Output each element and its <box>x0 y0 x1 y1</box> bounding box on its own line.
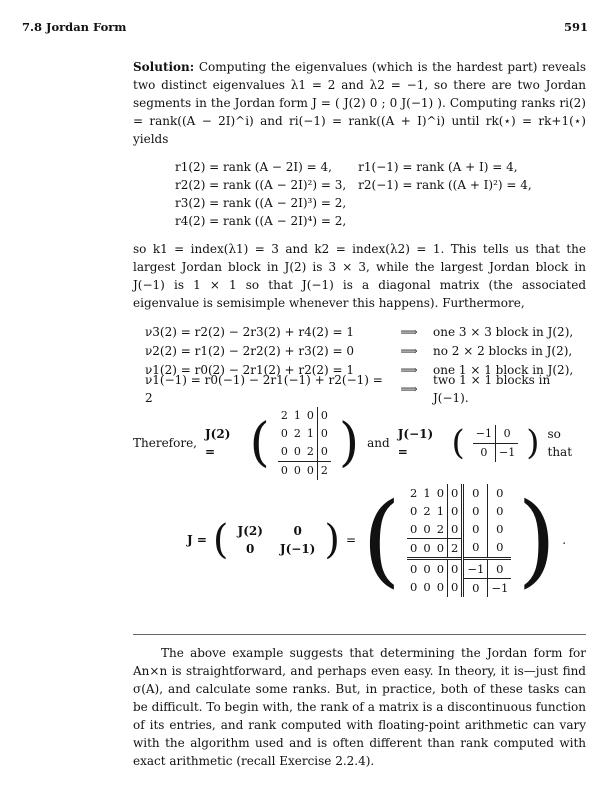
matrix-cell: −1 <box>488 578 511 597</box>
matrix-cell: 0 <box>448 502 463 520</box>
matrix-cell: 1 <box>293 408 301 422</box>
matrix-cell: 0 <box>434 558 448 578</box>
matrix-cell: 0 <box>293 444 301 458</box>
matrix-cell: 0 <box>280 444 288 458</box>
matrix-cell: 0 <box>278 461 291 480</box>
nu-rhs: one 1 × 1 block in J(2), <box>433 362 574 377</box>
matrix-cell: 0 <box>423 521 431 536</box>
solution-paragraph <box>133 58 586 148</box>
paren-left-icon: ( <box>212 517 229 563</box>
nu-lhs: ν3(2) = r2(2) − 2r3(2) + r4(2) = 1 <box>145 324 355 339</box>
matrix-cell: 0 <box>304 461 318 480</box>
nu-lhs: ν1(−1) = r0(−1) − 2r1(−1) + r2(−1) = 2 <box>145 372 383 405</box>
rank-right <box>352 194 538 212</box>
matrix-cell: 0 <box>463 502 488 520</box>
paren-right-icon: ) <box>338 413 360 473</box>
page-number: 591 <box>563 20 588 34</box>
j2-label: J(2) = <box>205 427 231 459</box>
matrix-cell: 0 <box>463 484 488 502</box>
matrix-cell: 0 <box>434 538 448 558</box>
index-paragraph: so k1 = index(λ1) = 3 and k2 = index(λ2) = 1. This tells us that the largest Jordan block in J(2) is 3 × 3, while the largest Jordan block in J(−1) is 1 × 1 so that J(−1) is a diagonal matrix (the associated eigenvalue is semisimple whenever this happens). Furthermore, <box>133 242 586 310</box>
matrix-cell: 0 <box>291 461 304 480</box>
matrix-cell: 1 <box>423 485 431 500</box>
so-that-text: so that <box>547 427 573 459</box>
matrix-cell: 0 <box>317 425 331 443</box>
matrix-cell: −1 <box>475 426 493 440</box>
matrix-cell: 2 <box>423 503 431 518</box>
nu-lhs: ν2(2) = r1(2) − 2r2(2) + r3(2) = 0 <box>145 343 355 358</box>
paren-right-icon: ) <box>324 517 340 563</box>
rank-right: r2(−1) = rank ((A + I)²) = 4, <box>358 178 532 192</box>
matrix-cell: 0 <box>488 558 511 578</box>
matrix-cell: 0 <box>317 407 331 425</box>
matrix-cell: 0 <box>410 503 418 518</box>
matrix-cell: 0 <box>410 521 418 536</box>
matrix-cell: 0 <box>463 538 488 558</box>
section-title: 7.8 Jordan Form <box>22 20 127 34</box>
matrix-cell: 0 <box>488 502 511 520</box>
matrix-cell: 0 <box>463 520 488 539</box>
bottom-section <box>133 644 586 770</box>
paren-right-icon: ) <box>526 423 540 463</box>
matrix-cell: 0 <box>420 538 433 558</box>
matrix-cell: 0 <box>463 578 488 597</box>
rank-row <box>169 158 538 176</box>
matrix-cell: 1 <box>436 503 445 518</box>
matrix-cell: 0 <box>420 558 433 578</box>
matrix-cell: 0 <box>306 408 314 422</box>
rank-equations <box>169 158 586 230</box>
nu-row <box>145 341 586 360</box>
matrix-cell: 0 <box>407 538 420 558</box>
and-text: and <box>367 436 390 450</box>
nu-rhs: two 1 × 1 blocks in J(−1). <box>433 372 551 405</box>
nu-rhs: no 2 × 2 blocks in J(2), <box>433 343 573 358</box>
matrix-cell: 2 <box>317 461 331 480</box>
implies-icon: ⟹ <box>400 343 418 358</box>
implies-icon: ⟹ <box>400 362 418 377</box>
jm1-matrix <box>473 425 518 462</box>
matrix-cell: 0 <box>280 426 288 440</box>
rank-right: r1(−1) = rank (A + I) = 4, <box>358 160 518 174</box>
matrix-cell: 0 <box>488 484 511 502</box>
matrix-cell: 0 <box>317 443 331 462</box>
rank-right <box>352 212 538 230</box>
j-label: J = <box>187 533 207 547</box>
jm1-label: J(−1) = <box>397 427 434 459</box>
matrix-cell: 0 <box>496 425 519 444</box>
matrix-cell: −1 <box>463 558 488 578</box>
paren-left-icon: ( <box>362 481 402 598</box>
matrix-cell: 0 <box>488 520 511 539</box>
paren-right-icon: ) <box>517 481 557 598</box>
matrix-cell: 2 <box>410 485 418 500</box>
block-j2: J(2) <box>237 524 263 538</box>
divider <box>133 634 586 635</box>
matrix-cell: 0 <box>448 520 463 539</box>
rank-row <box>169 176 538 194</box>
matrix-cell: 0 <box>410 580 418 595</box>
rank-left: r1(2) = rank (A − 2I) = 4, <box>175 160 332 174</box>
matrix-cell: 0 <box>448 578 463 597</box>
paren-left-icon: ( <box>249 413 270 473</box>
matrix-cell: 0 <box>407 558 420 578</box>
matrix-cell: 0 <box>448 484 463 502</box>
matrix-cell: 0 <box>423 580 431 595</box>
implies-icon: ⟹ <box>400 324 418 339</box>
main-content <box>133 58 586 600</box>
nu-equations <box>145 322 586 405</box>
matrix-cell: 0 <box>448 558 463 578</box>
block-zero: 0 <box>246 542 255 556</box>
matrix-cell: 2 <box>280 408 288 422</box>
j2-matrix <box>278 407 331 480</box>
matrix-cell: 2 <box>436 521 445 536</box>
rank-row <box>169 194 538 212</box>
rank-left: r2(2) = rank ((A − 2I)²) = 3, <box>175 178 347 192</box>
matrix-cell: 2 <box>293 426 301 440</box>
matrix-cell: 0 <box>436 485 445 500</box>
matrix-cell: 2 <box>448 538 463 558</box>
solution-text: Computing the eigenvalues (which is the hardest part) reveals two distinct eigenvalues λ1 = 2 and λ2 = −1, so there are two Jordan segments in the Jordan form J = ( J(2) 0 ; 0 J(−1) ). Computing ranks ri(2) = rank((A − 2I)^i) and ri(−1) = rank((A + I)^i) until rk(⋆) = rk+1(⋆) yields <box>133 60 586 146</box>
rank-left: r3(2) = rank ((A − 2I)³) = 2, <box>175 196 347 210</box>
full-matrix <box>407 484 511 597</box>
solution-label: Solution: <box>133 60 195 74</box>
block-jm1: J(−1) <box>279 542 316 556</box>
bottom-paragraph: The above example suggests that determining the Jordan form for An×n is straightforward, and perhaps even easy. In theory, it is—just find σ(A), and calculate some ranks. But, in practice, both of these tasks can be difficult. To begin with, the rank of a matrix is a discontinuous function of its entries, and rank computed with floating-point arithmetic can vary with the algorithm used and is often different than rank computed with exact arithmetic (recall Exercise 2.2.4). <box>133 646 586 768</box>
nu-row <box>145 372 586 405</box>
period: . <box>562 533 567 547</box>
rank-row <box>169 212 538 230</box>
paren-left-icon: ( <box>451 423 465 463</box>
therefore-line <box>133 410 586 476</box>
matrix-cell: 2 <box>306 444 314 458</box>
matrix-cell: 0 <box>436 580 445 595</box>
matrix-cell: 1 <box>306 426 314 440</box>
nu-row <box>145 322 586 341</box>
block-matrix <box>235 522 319 558</box>
block-zero: 0 <box>293 524 302 538</box>
equals-sign: = <box>345 533 357 547</box>
full-j-line <box>133 480 586 600</box>
nu-rhs: one 3 × 3 block in J(2), <box>433 324 574 339</box>
matrix-cell: 0 <box>488 538 511 558</box>
nu-lhs: ν1(2) = r0(2) − 2r1(2) + r2(2) = 1 <box>145 362 355 377</box>
rank-left: r4(2) = rank ((A − 2I)⁴) = 2, <box>175 214 347 228</box>
matrix-cell: −1 <box>496 443 519 462</box>
therefore-text: Therefore, <box>133 436 197 450</box>
implies-icon: ⟹ <box>400 381 418 396</box>
matrix-cell: 0 <box>473 443 496 462</box>
